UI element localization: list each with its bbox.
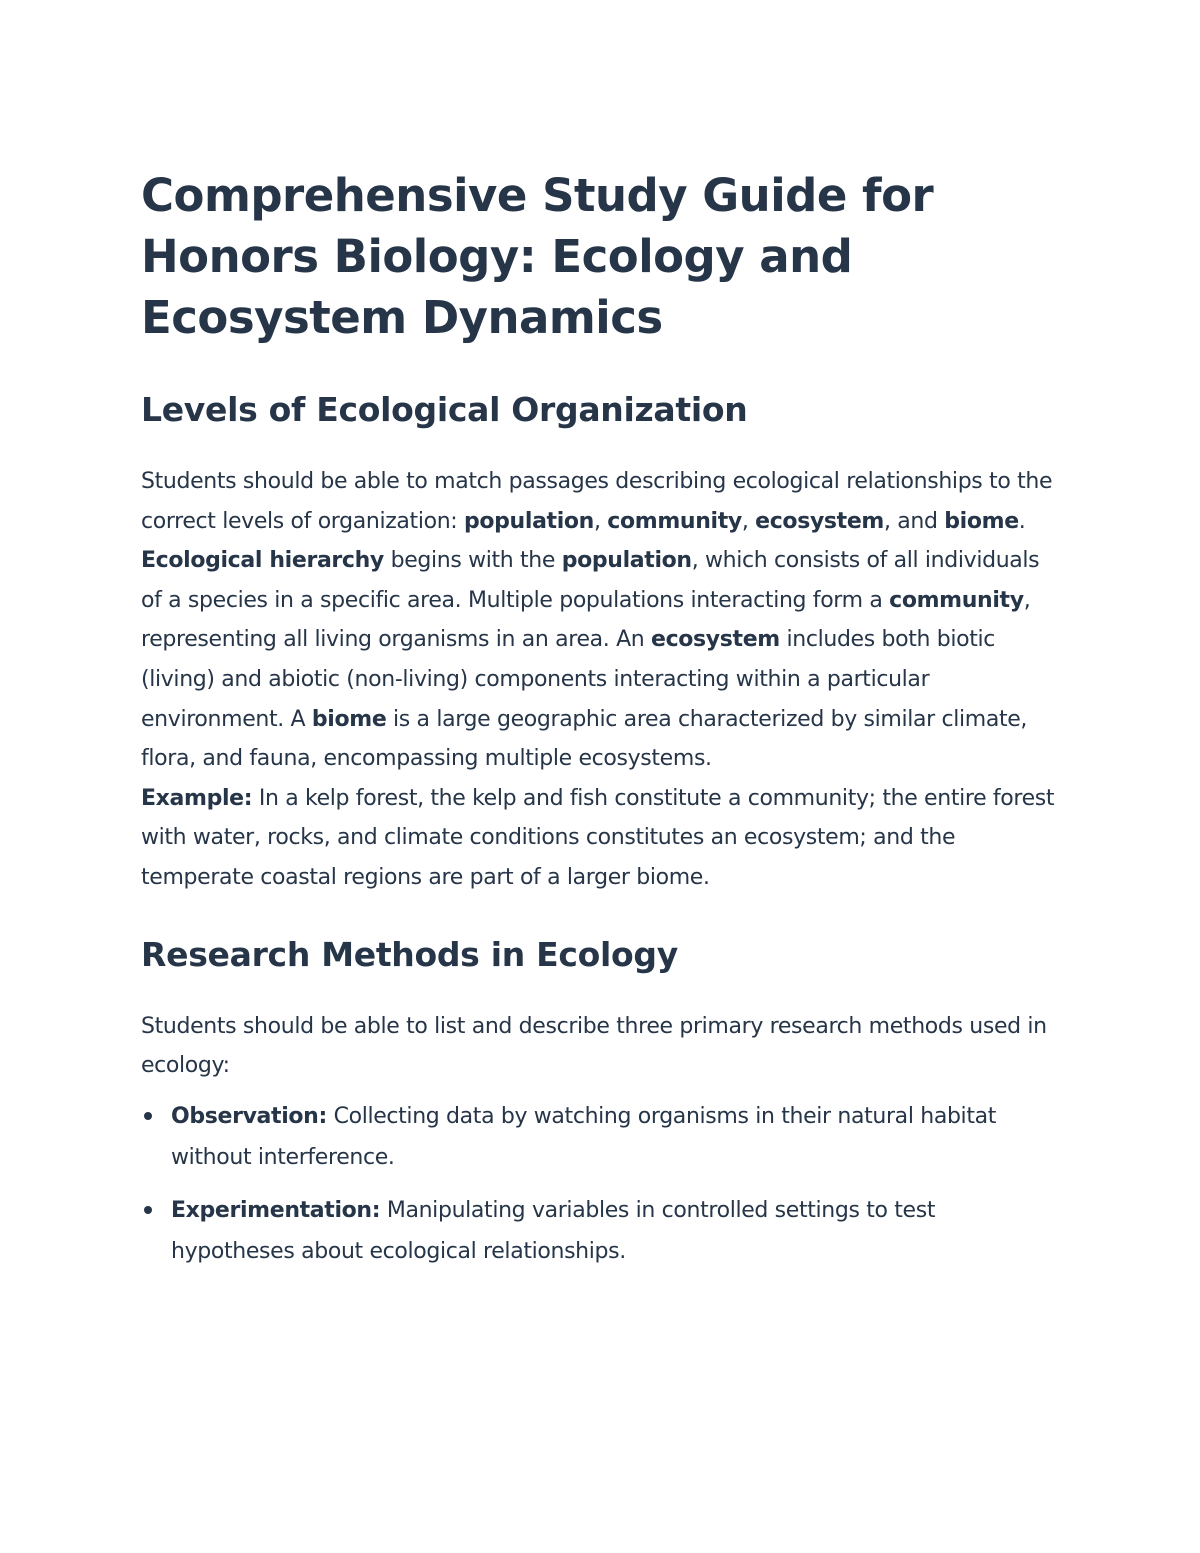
list-item [141, 1190, 1065, 1272]
bold-term-population: population [561, 548, 692, 574]
list-item [141, 1096, 1065, 1178]
bold-term-biome: biome [311, 706, 387, 732]
method-description: Collecting data by watching organisms in their natural habitat without interference. [171, 1103, 997, 1170]
bold-term-community: community [607, 508, 742, 534]
method-label: Experimentation: [171, 1197, 381, 1223]
text-run: , [594, 508, 608, 534]
text-run: begins with the [383, 548, 562, 574]
bullet-icon [144, 1206, 152, 1214]
bold-term-biome: biome [944, 508, 1019, 534]
text-run: , representing all living organisms in an area. An [141, 587, 1031, 653]
bold-term-ecosystem: ecosystem [755, 508, 884, 534]
levels-intro-paragraph [141, 462, 1065, 541]
example-text: In a kelp forest, the kelp and fish constitute a community; the entire forest with water, rocks, and climate conditions constitutes an ecosystem; and the temperate coastal regions are part of a larger biome. [141, 785, 1055, 890]
method-label: Observation: [171, 1103, 327, 1129]
methods-list [141, 1096, 1065, 1272]
hierarchy-paragraph [141, 541, 1065, 779]
method-description: Manipulating variables in controlled settings to test hypotheses about ecological relationships. [171, 1197, 936, 1264]
bullet-icon [144, 1112, 152, 1120]
section-heading-levels: Levels of Ecological Organization [141, 390, 748, 429]
example-paragraph [141, 779, 1065, 898]
bold-term-population: population [464, 508, 594, 534]
text-run: is a large geographic area characterized by similar climate, flora, and fauna, encompassing multiple ecosystems. [141, 706, 1028, 772]
example-label: Example: [141, 785, 253, 811]
bold-term-ecological-hierarchy: Ecological hierarchy [141, 548, 384, 574]
text-run: , and [884, 508, 945, 534]
bold-term-ecosystem: ecosystem [651, 627, 780, 653]
bold-term-community: community [889, 587, 1024, 613]
section-heading-methods: Research Methods in Ecology [141, 934, 678, 974]
text-run: , [741, 508, 756, 534]
text-run: , which consists of all individuals of a species in a specific area. Multiple populations interacting form a [141, 548, 1040, 613]
methods-intro-paragraph: Students should be able to list and describe three primary research methods used in ecology: [141, 1013, 1047, 1079]
document-title: Comprehensive Study Guide for Honors Biology: Ecology and Ecosystem Dynamics [141, 169, 934, 344]
text-run: includes both biotic (living) and abiotic (non-living) components interacting within a particular environment. A [141, 627, 996, 732]
document-page [141, 165, 1065, 1284]
text-run: . [1018, 508, 1026, 534]
text-run: Students should be able to match passages describing ecological relationships to the correct levels of organization: [141, 469, 1053, 534]
